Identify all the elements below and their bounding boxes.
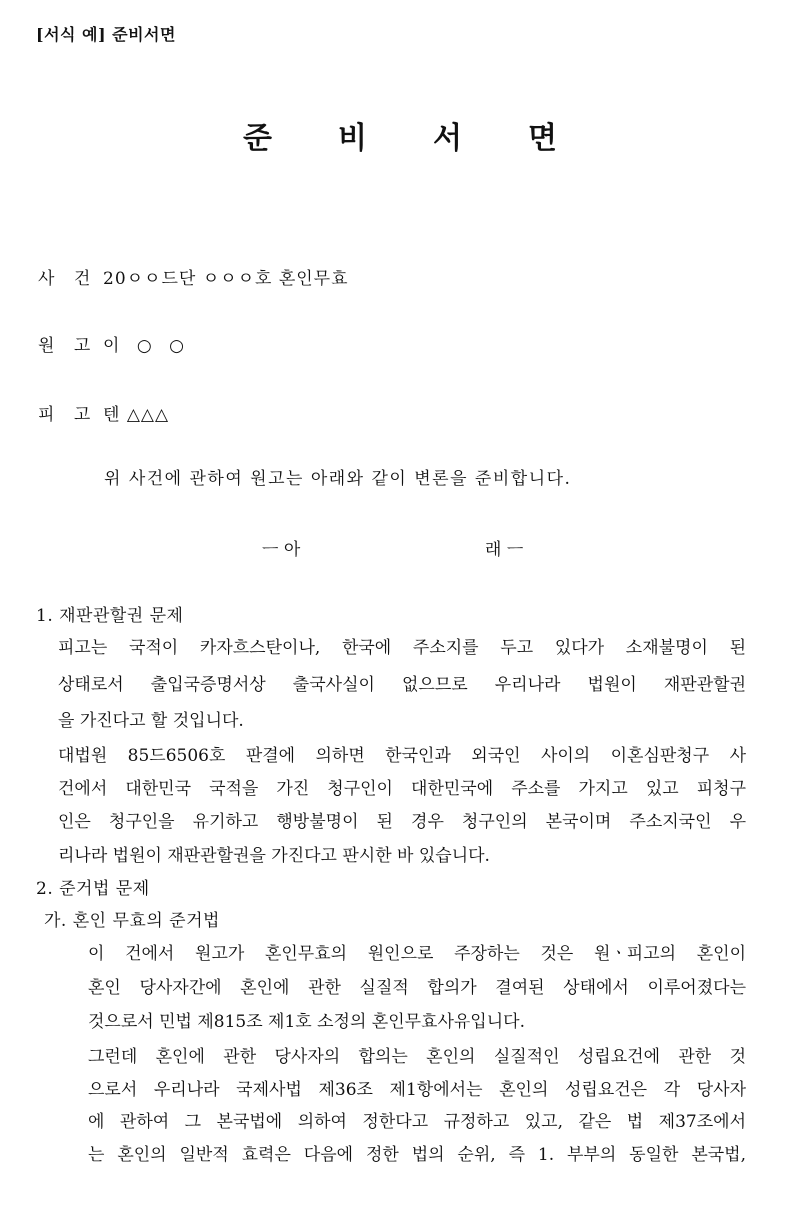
paragraph-line: 그런데 혼인에 관한 당사자의 합의는 혼인의 실질적인 성립요건에 관한 것 <box>88 1047 746 1067</box>
paragraph-line: 상태로서 출입국증명서상 출국사실이 없으므로 우리나라 법원이 재판관할권 <box>58 675 746 695</box>
paragraph-line: 으로서 우리나라 국제사법 제36조 제1항에서는 혼인의 성립요건은 각 당사자 <box>88 1080 746 1100</box>
plaintiff-label: 원 고 <box>38 336 98 356</box>
intro-sentence: 위 사건에 관하여 원고는 아래와 같이 변론을 준비합니다. <box>104 469 572 489</box>
paragraph-line: 것으로서 민법 제815조 제1호 소정의 혼인무효사유입니다. <box>88 1012 525 1032</box>
subsection-heading: 가. 혼인 무효의 준거법 <box>44 911 220 931</box>
defendant-label: 피 고 <box>38 405 98 425</box>
defendant-name: 텐 △△△ <box>103 405 170 425</box>
below-heading-left: ㅡ 아 <box>262 540 301 560</box>
paragraph-line: 건에서 대한민국 국적을 가진 청구인이 대한민국에 주소를 가지고 있고 피청구 <box>58 779 746 799</box>
title-char: 비 <box>338 121 367 156</box>
case-number: 20ㅇㅇ드단 ㅇㅇㅇ호 혼인무효 <box>103 269 349 289</box>
title-char: 서 <box>433 121 462 156</box>
section-2-heading: 2. 준거법 문제 <box>36 879 150 899</box>
title-char: 면 <box>527 121 557 156</box>
paragraph-line: 는 혼인의 일반적 효력은 다음에 정한 법의 순위, 즉 1. 부부의 동일한 본국법, <box>88 1145 746 1165</box>
below-heading-right: 래 ㅡ <box>485 540 524 560</box>
document-title <box>0 113 800 157</box>
paragraph-line: 이 건에서 원고가 혼인무효의 원인으로 주장하는 것은 원ㆍ피고의 혼인이 <box>88 944 746 964</box>
paragraph-line: 피고는 국적이 카자흐스탄이나, 한국에 주소지를 두고 있다가 소재불명이 된 <box>58 638 746 658</box>
paragraph-line: 대법원 85드6506호 판결에 의하면 한국인과 외국인 사이의 이혼심판청구 사 <box>58 746 746 766</box>
paragraph-line: 에 관하여 그 본국법에 의하여 정한다고 규정하고 있고, 같은 법 제37조에서 <box>88 1112 746 1132</box>
form-label: [서식 예] 준비서면 <box>36 25 176 44</box>
paragraph-line: 혼인 당사자간에 혼인에 관한 실질적 합의가 결여된 상태에서 이루어졌다는 <box>88 978 746 998</box>
title-char: 준 <box>243 121 273 156</box>
paragraph-line: 을 가진다고 할 것입니다. <box>58 711 244 731</box>
case-label: 사 건 <box>38 269 98 289</box>
plaintiff-name: 이 ○ ○ <box>103 336 190 356</box>
paragraph-line: 리나라 법원이 재판관할권을 가진다고 판시한 바 있습니다. <box>58 846 490 866</box>
paragraph-line: 인은 청구인을 유기하고 행방불명이 된 경우 청구인의 본국이며 주소지국인 우 <box>58 812 746 832</box>
section-1-heading: 1. 재판관할권 문제 <box>36 606 184 626</box>
